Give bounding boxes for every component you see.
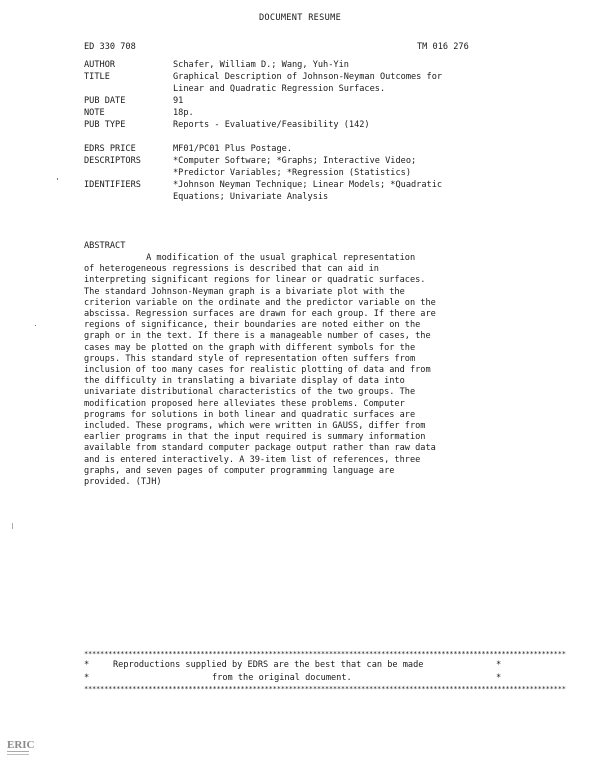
scan-speck bbox=[12, 523, 13, 529]
field-value: MF01/PC01 Plus Postage. bbox=[173, 144, 292, 154]
eric-logo-icon bbox=[6, 738, 35, 760]
abstract-line: graph or in the text. If there is a manageable number of cases, the bbox=[84, 331, 431, 342]
tm-number: TM 016 276 bbox=[417, 42, 469, 52]
field-value: *Predictor Variables; *Regression (Statistics) bbox=[173, 168, 411, 178]
field-label: EDRS PRICE bbox=[84, 144, 136, 154]
field-value: *Johnson Neyman Technique; Linear Models; *Quadratic bbox=[173, 180, 443, 190]
field-value: Graphical Description of Johnson-Neyman Outcomes for bbox=[173, 72, 443, 82]
box-top-border: ************************************************************************************************************************ bbox=[84, 650, 566, 658]
field-label: PUB DATE bbox=[84, 96, 126, 106]
abstract-line: included. These programs, which were written in GAUSS, differ from bbox=[84, 421, 426, 432]
abstract-line: cases may be plotted on the graph with different symbols for the bbox=[84, 342, 416, 353]
abstract-line: groups. This standard style of representation often suffers from bbox=[84, 353, 416, 364]
field-label: AUTHOR bbox=[84, 60, 116, 70]
abstract-line: univariate distributional characteristics of the two groups. The bbox=[84, 387, 416, 398]
field-value: 91 bbox=[173, 96, 184, 106]
scan-speck bbox=[35, 325, 36, 326]
abstract-line: of heterogeneous regressions is described that can aid in bbox=[84, 264, 379, 275]
abstract-line: programs for solutions in both linear and quadratic surfaces are bbox=[84, 409, 416, 420]
box-right-star: * bbox=[496, 673, 502, 683]
box-bottom-border: ************************************************************************************************************************ bbox=[84, 685, 566, 693]
abstract-line: abscissa. Regression surfaces are drawn for each group. If there are bbox=[84, 309, 436, 320]
field-value: 18p. bbox=[173, 108, 194, 118]
box-left-star: * bbox=[84, 660, 90, 670]
reproduction-line-1: Reproductions supplied by EDRS are the best that can be made bbox=[113, 660, 424, 670]
abstract-line: inclusion of too many cases for realistic plotting of data and from bbox=[84, 365, 431, 376]
field-value: Reports - Evaluative/Feasibility (142) bbox=[173, 120, 370, 130]
document-resume-heading: DOCUMENT RESUME bbox=[258, 13, 342, 23]
abstract-line: The standard Johnson-Neyman graph is a bivariate plot with the bbox=[84, 286, 405, 297]
abstract-line: interpreting significant regions for linear or quadratic surfaces. bbox=[84, 275, 426, 286]
field-value: Linear and Quadratic Regression Surfaces. bbox=[173, 84, 386, 94]
box-right-star: * bbox=[496, 660, 502, 670]
field-label: IDENTIFIERS bbox=[84, 180, 141, 190]
reproduction-line-2: from the original document. bbox=[212, 673, 352, 683]
field-value: Equations; Univariate Analysis bbox=[173, 192, 329, 202]
abstract-line: regions of significance, their boundaries are noted either on the bbox=[84, 320, 421, 331]
abstract-line: provided. (TJH) bbox=[84, 477, 162, 488]
field-label: TITLE bbox=[84, 72, 110, 82]
field-label: PUB TYPE bbox=[84, 120, 126, 130]
abstract-text bbox=[84, 253, 504, 488]
abstract-line: graphs, and seven pages of computer programming language are bbox=[84, 465, 395, 476]
abstract-line: and is entered interactively. A 39-item list of references, three bbox=[84, 454, 421, 465]
abstract-line: the difficulty in translating a bivariate display of data into bbox=[84, 376, 405, 387]
field-value: Schafer, William D.; Wang, Yuh-Yin bbox=[173, 60, 349, 70]
abstract-line: available from standard computer package output rather than raw data bbox=[84, 443, 436, 454]
abstract-label: ABSTRACT bbox=[84, 241, 126, 251]
field-value: *Computer Software; *Graphs; Interactive Video; bbox=[173, 156, 417, 166]
field-label: NOTE bbox=[84, 108, 105, 118]
box-left-star: * bbox=[84, 673, 90, 683]
ed-number: ED 330 708 bbox=[84, 42, 136, 52]
abstract-line: modification proposed here alleviates these problems. Computer bbox=[84, 398, 405, 409]
abstract-line: criterion variable on the ordinate and the predictor variable on the bbox=[84, 297, 436, 308]
field-label: DESCRIPTORS bbox=[84, 156, 141, 166]
abstract-line: earlier programs in that the input required is summary information bbox=[84, 432, 426, 443]
abstract-line: A modification of the usual graphical representation bbox=[84, 253, 416, 263]
svg-text:ERIC: ERIC bbox=[7, 739, 35, 751]
scan-speck bbox=[57, 178, 58, 180]
